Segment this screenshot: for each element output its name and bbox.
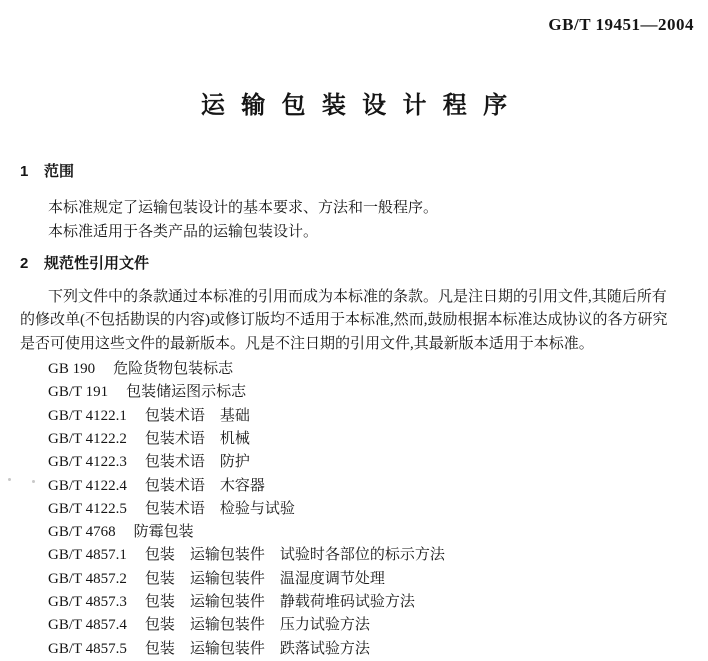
reference-title: 包装术语 木容器: [144, 477, 265, 494]
reference-code: GB 190: [48, 361, 96, 378]
reference-title: 包装 运输包装件 静载荷堆码试验方法: [144, 594, 415, 611]
section-1-heading: [20, 160, 692, 183]
reference-title: 防霉包装: [133, 524, 194, 541]
reference-item: [20, 568, 692, 591]
reference-title: 包装 运输包装件 试验时各部位的标示方法: [144, 547, 445, 564]
reference-code: GB/T 4122.4: [48, 477, 127, 494]
reference-code: GB/T 4857.1: [48, 547, 127, 564]
reference-title: 包装术语 机械: [144, 430, 250, 447]
reference-item: [20, 521, 692, 544]
reference-item: [20, 498, 692, 521]
reference-title: 包装术语 基础: [144, 407, 250, 424]
reference-item: [20, 358, 692, 381]
section-2-heading: [20, 252, 692, 275]
section-2-paragraph-line-2: 的修改单(不包括勘误的内容)或修订版均不适用于本标准,然而,鼓励根据本标准达成协议的各方研究: [20, 312, 668, 329]
section-1-title: 范围: [44, 163, 75, 180]
reference-code: GB/T 4857.2: [48, 570, 127, 587]
reference-title: 包装储运图示标志: [126, 384, 247, 401]
section-1-paragraph-2: 本标准适用于各类产品的运输包装设计。: [48, 223, 319, 240]
reference-list: [20, 358, 692, 661]
reference-item: [20, 405, 692, 428]
reference-item: [20, 428, 692, 451]
reference-code: GB/T 4768: [48, 524, 116, 541]
reference-title: 包装 运输包装件 压力试验方法: [144, 617, 370, 634]
reference-code: GB/T 4122.1: [48, 407, 127, 424]
reference-code: GB/T 4122.3: [48, 454, 127, 471]
reference-code: GB/T 4857.3: [48, 594, 127, 611]
reference-item: [20, 381, 692, 404]
standard-number: GB/T 19451—2004: [548, 15, 694, 34]
page-title: 运输包装设计程序: [200, 92, 524, 119]
section-2-number: 2: [20, 254, 29, 272]
reference-item: [20, 591, 692, 614]
section-2-title: 规范性引用文件: [44, 254, 150, 272]
section-2-paragraph-line-3: 是否可使用这些文件的最新版本。凡是不注日期的引用文件,其最新版本适用于本标准。: [20, 335, 594, 352]
section-1-paragraph-1: 本标准规定了运输包装设计的基本要求、方法和一般程序。: [48, 200, 439, 217]
reference-code: GB/T 4122.5: [48, 500, 127, 517]
scan-speck: [330, 607, 333, 610]
scan-speck: [32, 480, 35, 483]
section-2-paragraph-line-1: 下列文件中的条款通过本标准的引用而成为本标准的条款。凡是注日期的引用文件,其随后所有: [48, 289, 667, 306]
reference-title: 包装术语 防护: [144, 454, 250, 471]
document-body: [20, 160, 692, 661]
reference-item: [20, 638, 692, 661]
reference-title: 危险货物包装标志: [113, 361, 234, 378]
section-1-number: 1: [20, 163, 29, 180]
reference-code: GB/T 191: [48, 384, 109, 401]
reference-title: 包装术语 检验与试验: [144, 500, 295, 517]
reference-item: [20, 475, 692, 498]
reference-item: [20, 544, 692, 567]
reference-item: [20, 451, 692, 474]
reference-code: GB/T 4122.2: [48, 430, 127, 447]
reference-title: 包装 运输包装件 温湿度调节处理: [144, 570, 385, 587]
reference-title: 包装 运输包装件 跌落试验方法: [144, 640, 370, 657]
reference-code: GB/T 4857.5: [48, 640, 127, 657]
scan-speck: [8, 478, 11, 481]
reference-item: [20, 614, 692, 637]
reference-code: GB/T 4857.4: [48, 617, 127, 634]
